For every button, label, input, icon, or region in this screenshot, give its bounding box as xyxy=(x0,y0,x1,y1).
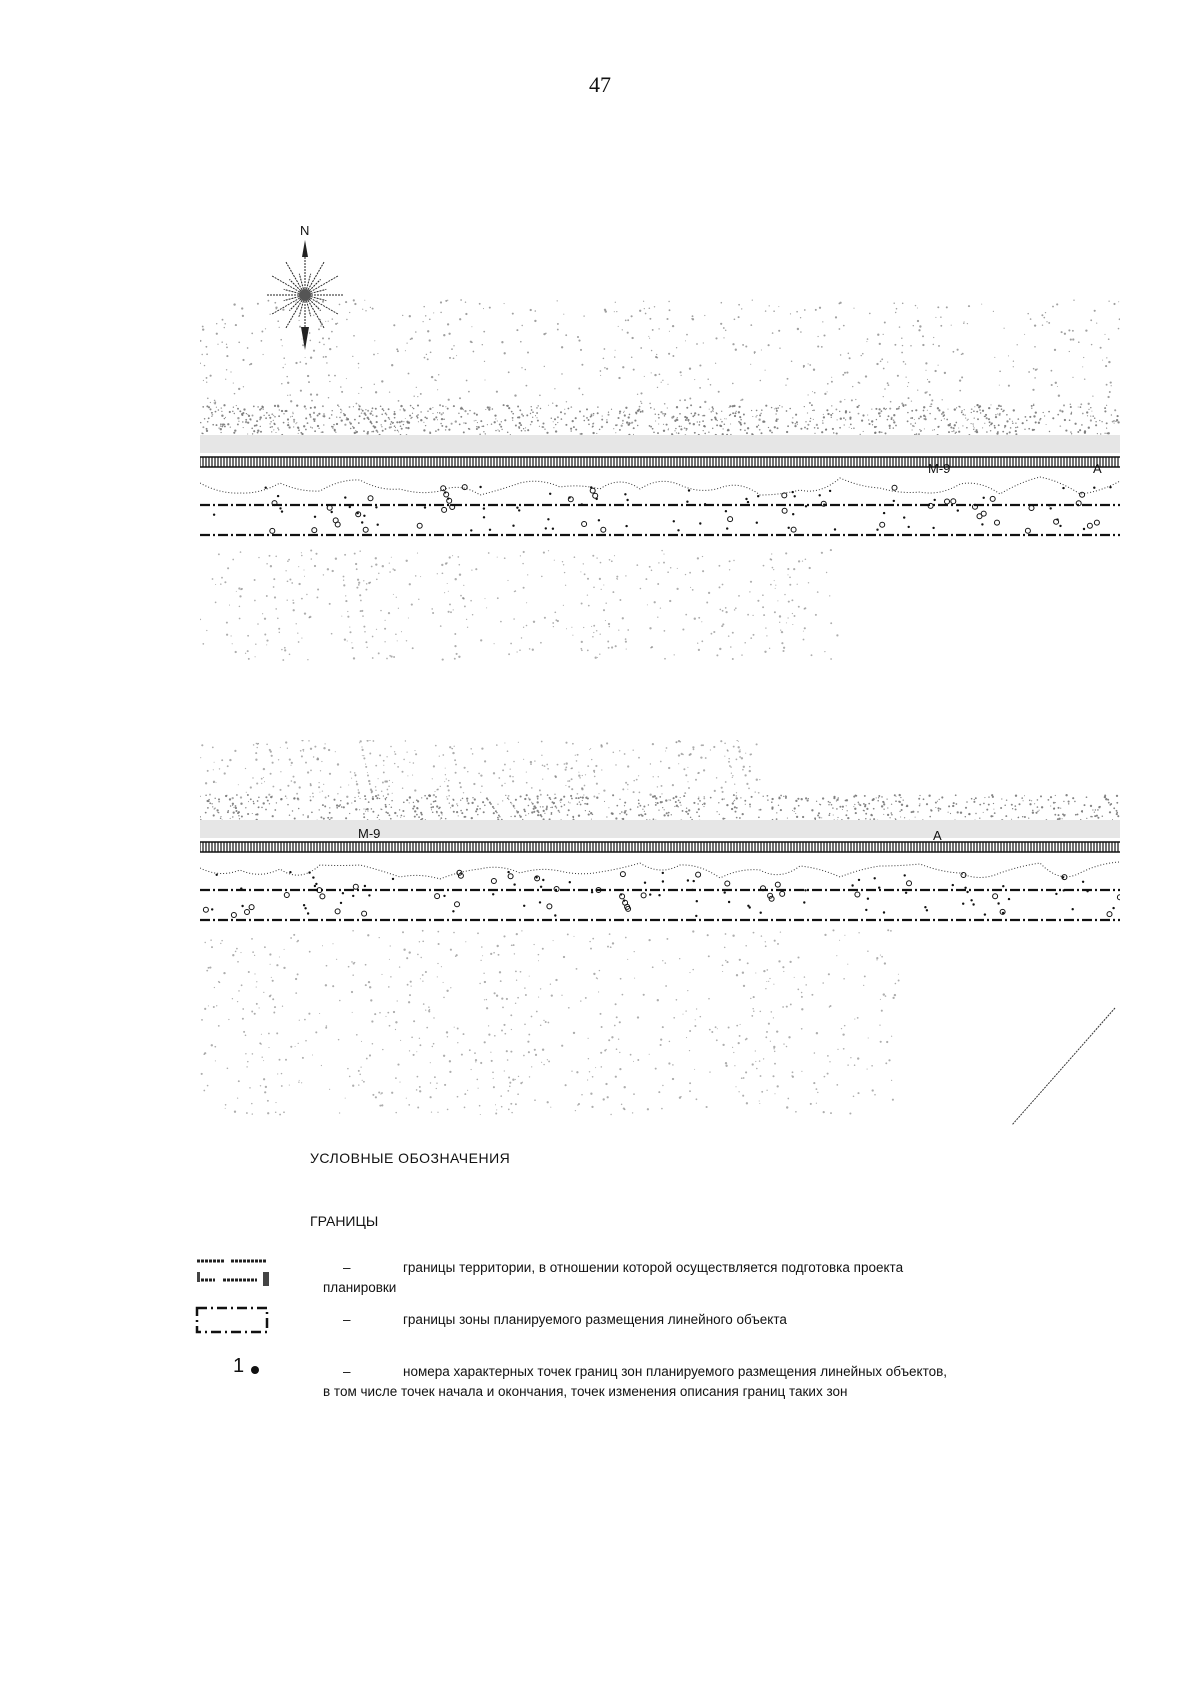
legend-dash: – xyxy=(343,1364,351,1379)
compass-rose-icon xyxy=(267,240,343,350)
point-number-symbol: 1 xyxy=(233,1355,245,1377)
marker-label-a: А xyxy=(1093,461,1102,476)
legend-text-continued: в том числе точек начала и окончания, точек изменения описания границ таких зон xyxy=(323,1384,848,1399)
marker-label-a: А xyxy=(933,828,942,843)
road-label-m9: М-9 xyxy=(358,826,381,841)
zone-boundary-symbol-icon xyxy=(195,1304,285,1336)
map-sheet-bottom xyxy=(200,740,1120,1130)
legend-dash: – xyxy=(343,1312,351,1327)
sheet-diagonal-line xyxy=(1012,1008,1115,1125)
legend-title: УСЛОВНЫЕ ОБОЗНАЧЕНИЯ xyxy=(310,1150,511,1166)
territory-boundary-symbol-icon xyxy=(195,1258,285,1300)
legend-section-title: ГРАНИЦЫ xyxy=(310,1213,379,1229)
legend-text-continued: планировки xyxy=(323,1280,397,1295)
page-number: 47 xyxy=(589,72,611,97)
legend-text: границы зоны планируемого размещения линейного объекта xyxy=(403,1312,787,1327)
legend-text: номера характерных точек границ зон планируемого размещения линейных объектов, xyxy=(403,1364,948,1379)
road-label-m9: М-9 xyxy=(928,461,951,476)
point-dot-icon xyxy=(195,1362,285,1382)
legend-dash: – xyxy=(343,1260,351,1275)
legend-text: границы территории, в отношении которой осуществляется подготовка проекта xyxy=(403,1260,904,1275)
map-sheet-top xyxy=(200,215,1120,705)
compass-north-label: N xyxy=(300,223,310,238)
